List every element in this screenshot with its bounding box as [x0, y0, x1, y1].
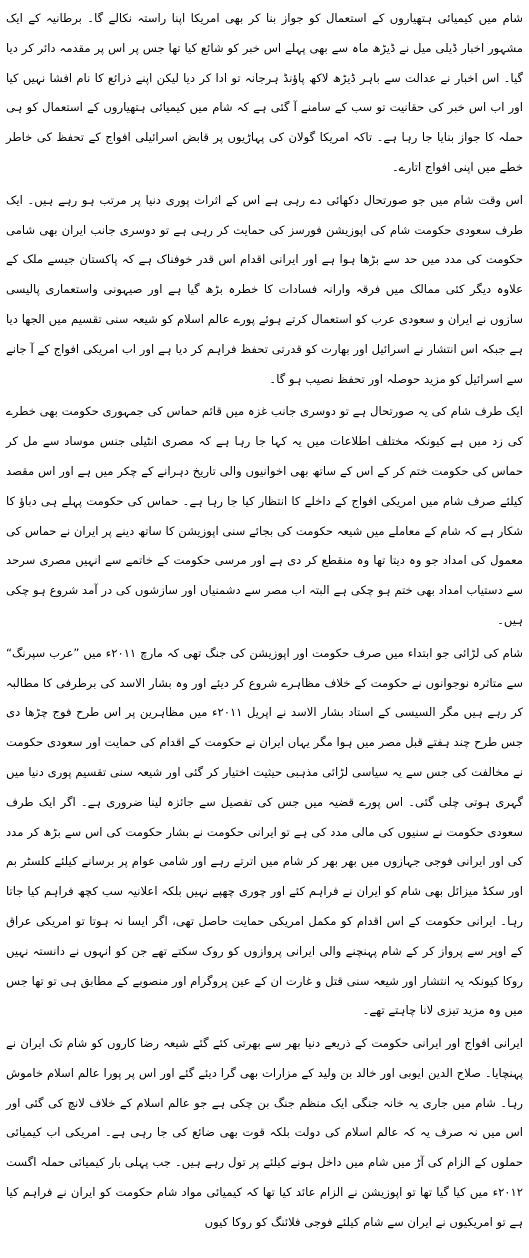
article-paragraph-2: اس وقت شام میں جو صورتحال دکھائی دے رہی ہے اس کے اثرات پوری دنیا پر مرتب ہو رہے ہیں۔ ایک طرف سعودی حکومت شام کی اپوزیشن فورسز کی حمایت کر رہی ہے تو دوسری جانب ایران بھی شامی حکومت کی مدد میں حد سے بڑھا ہوا ہے اور ایرانی اقدام اس قدر خوفناک ہے کہ پاکستان جیسے ملک کے علاوہ دیگر کئی ممالک میں فرقہ وارانہ فسادات کا خطرہ بڑھ گیا ہے اور صیہونی واستعماری پالیسی سازوں نے ایران و سعودی عرب کو استعمال کرتے ہوئے پورے عالم اسلام کو شیعہ سنی تقسیم میں الجھا دیا ہے جبکہ اس انتشار نے اسرائیل اور بھارت کو قدرتی تحفظ فراہم کر دیا ہے اور اب امریکی افواج کے آ جانے سے اسرائیل کو مزید حوصلہ اور تحفظ نصیب ہو گا۔ — [6, 192, 523, 386]
article-paragraph-4: شام کی لڑائی جو ابتداء میں صرف حکومت اور اپوزیشن کی جنگ تھی کہ مارچ ۲۰۱۱ء میں ”عرب سپرنگ“ سے متاثرہ نوجوانوں نے حکومت کے خلاف مظاہرے شروع کر دیئے اور وہ بشار الاسد کی برطرفی کا مطالبہ کر رہے ہیں مگر السیسی کے استاد بشار الاسد نے اپریل ۲۰۱۱ء میں مظاہرین پر اس طرح فوج چڑھا دی جس طرح چند ہفتے قبل مصر میں ہوا مگر یہاں ایران نے حکومت کے اقدام کی حمایت اور سعودی حکومت نے مخالفت کی جس سے یہ سیاسی لڑائی مذہبی حیثیت اختیار کر گئی اور شیعہ سنی تقسیم پوری دنیا میں گہری ہوتی چلی گئی۔ اس پورے قضیہ میں جس کی تفصیل سے جائزہ لینا ضروری ہے۔ اگر ایک طرف سعودی حکومت نے سنیوں کی مالی مدد کی ہے تو ایرانی حکومت نے بشار حکومت کی اس سے بڑھ کر مدد کی اور ایرانی فوجی جہازوں میں بھر بھر کر شام میں اترتے رہے اور شامی عوام پر برسانے کیلئے کلسٹر بم اور سکڈ میزائل بھی شام کو ایران نے فراہم کئے اور چوری چھپے نہیں بلکہ اعلانیہ سب کچھ فراہم کیا جاتا رہا۔ ایرانی حکومت کے اس اقدام کو مکمل امریکی حمایت حاصل تھی، اگر ایسا نہ ہوتا تو امریکی عراق کے اوپر سے پرواز کر کے شام پہنچنے والی ایرانی پروازوں کو روک سکتے تھے جن کو انہوں نے دانستہ نہیں روکا کیونکہ یہ انتشار اور شیعہ سنی قتل و غارت ان کے عین پروگرام اور منصوبے کے مطابق ہی تو تھا جس میں وہ مزید تیزی لانا چاہتے تھے۔ — [6, 645, 523, 1018]
article-paragraph-5: ایرانی افواج اور ایرانی حکومت کے ذریعے دنیا بھر سے بھرتی کئے گئے شیعہ رضا کاروں کو شام تک ایران نے پہنچایا۔ صلاح الدین ایوبی اور خالد بن ولید کے مزارات بھی گرا دیئے گئے اور اس پر پورا عالم اسلام خاموش رہا۔ شام میں جاری یہ خانہ جنگی ایک منظم جنگ بن چکی ہے جو عالم اسلام کے خلاف لانچ کی گئی اور اس میں نہ صرف یہ کہ عالم اسلام کی دولت بلکہ قوت بھی ضائع کی جا رہی ہے۔ امریکی اب کیمیائی حملوں کے الزام کی آڑ میں شام میں داخل ہونے کیلئے پر تول رہے ہیں۔ جب پہلی بار کیمیائی حملہ اگست ۲۰۱۲ء میں کیا گیا تھا تو اپوزیشن نے الزام عائد کیا تھا کہ کیمیائی مواد شام حکومت کو ایران نے فراہم کیا ہے تو امریکیوں نے ایران سے شام کیلئے فوجی فلائنگ کو روکا کیوں — [6, 1036, 523, 1229]
article-paragraph-1: شام میں کیمیائی ہتھیاروں کے استعمال کو جواز بنا کر بھی امریکا اپنا راستہ نکالے گا۔ برطانیہ کے ایک مشہور اخبار ڈیلی میل نے ڈیڑھ ماہ سے بھی پہلے اس خبر کو شائع کیا تھا جس پر اس پر مقدمہ دائر کر دیا گیا۔ اس اخبار نے عدالت سے باہر ڈیڑھ لاکھ پاؤنڈ ہرجانہ تو ادا کر دیا لیکن اپنے ذرائع کا نام افشا نہیں کیا اور اب اس خبر کی حقانیت تو سب کے سامنے آ گئی ہے کہ شام میں کیمیائی ہتھیاروں کے استعمال کو ہی حملہ کا جواز بنایا جا رہا ہے۔ تاکہ امریکا گولان کی پہاڑیوں پر قابض اسرائیلی افواج کے تحفظ کی خاطر خطے میں اپنی افواج اتارے۔ — [6, 11, 523, 174]
article-paragraph-3: ایک طرف شام کی یہ صورتحال ہے تو دوسری جانب غزہ میں قائم حماس کی جمہوری حکومت بھی خطرے کی زد میں ہے کیونکہ مختلف اطلاعات میں یہ کہا جا رہا ہے کہ مصری انٹیلی جنس موساد سے مل کر حماس کی حکومت ختم کر کے اس کے ساتھ بھی اخوانیوں والی تاریخ دہرانے کے چکر میں ہے اور اس مقصد کیلئے صرف شام میں امریکی افواج کے داخلے کا انتظار کیا جا رہا ہے۔ حماس کی حکومت پہلے ہی دباؤ کا شکار ہے کہ شام کے معاملے میں شیعہ حکومت کی بجائے سنی اپوزیشن کا ساتھ دینے پر ایران نے حماس کی معمول کی امداد جو وہ دیتا تھا وہ منقطع کر دی ہے اور مرسی حکومت کے خاتمے سے انہیں مصری سرحد سے دستیاب امداد بھی ختم ہو چکی ہے البتہ اب مصر سے دشمنیاں اور سازشوں کی در آمد شروع ہو چکی ہیں۔ — [6, 404, 523, 627]
